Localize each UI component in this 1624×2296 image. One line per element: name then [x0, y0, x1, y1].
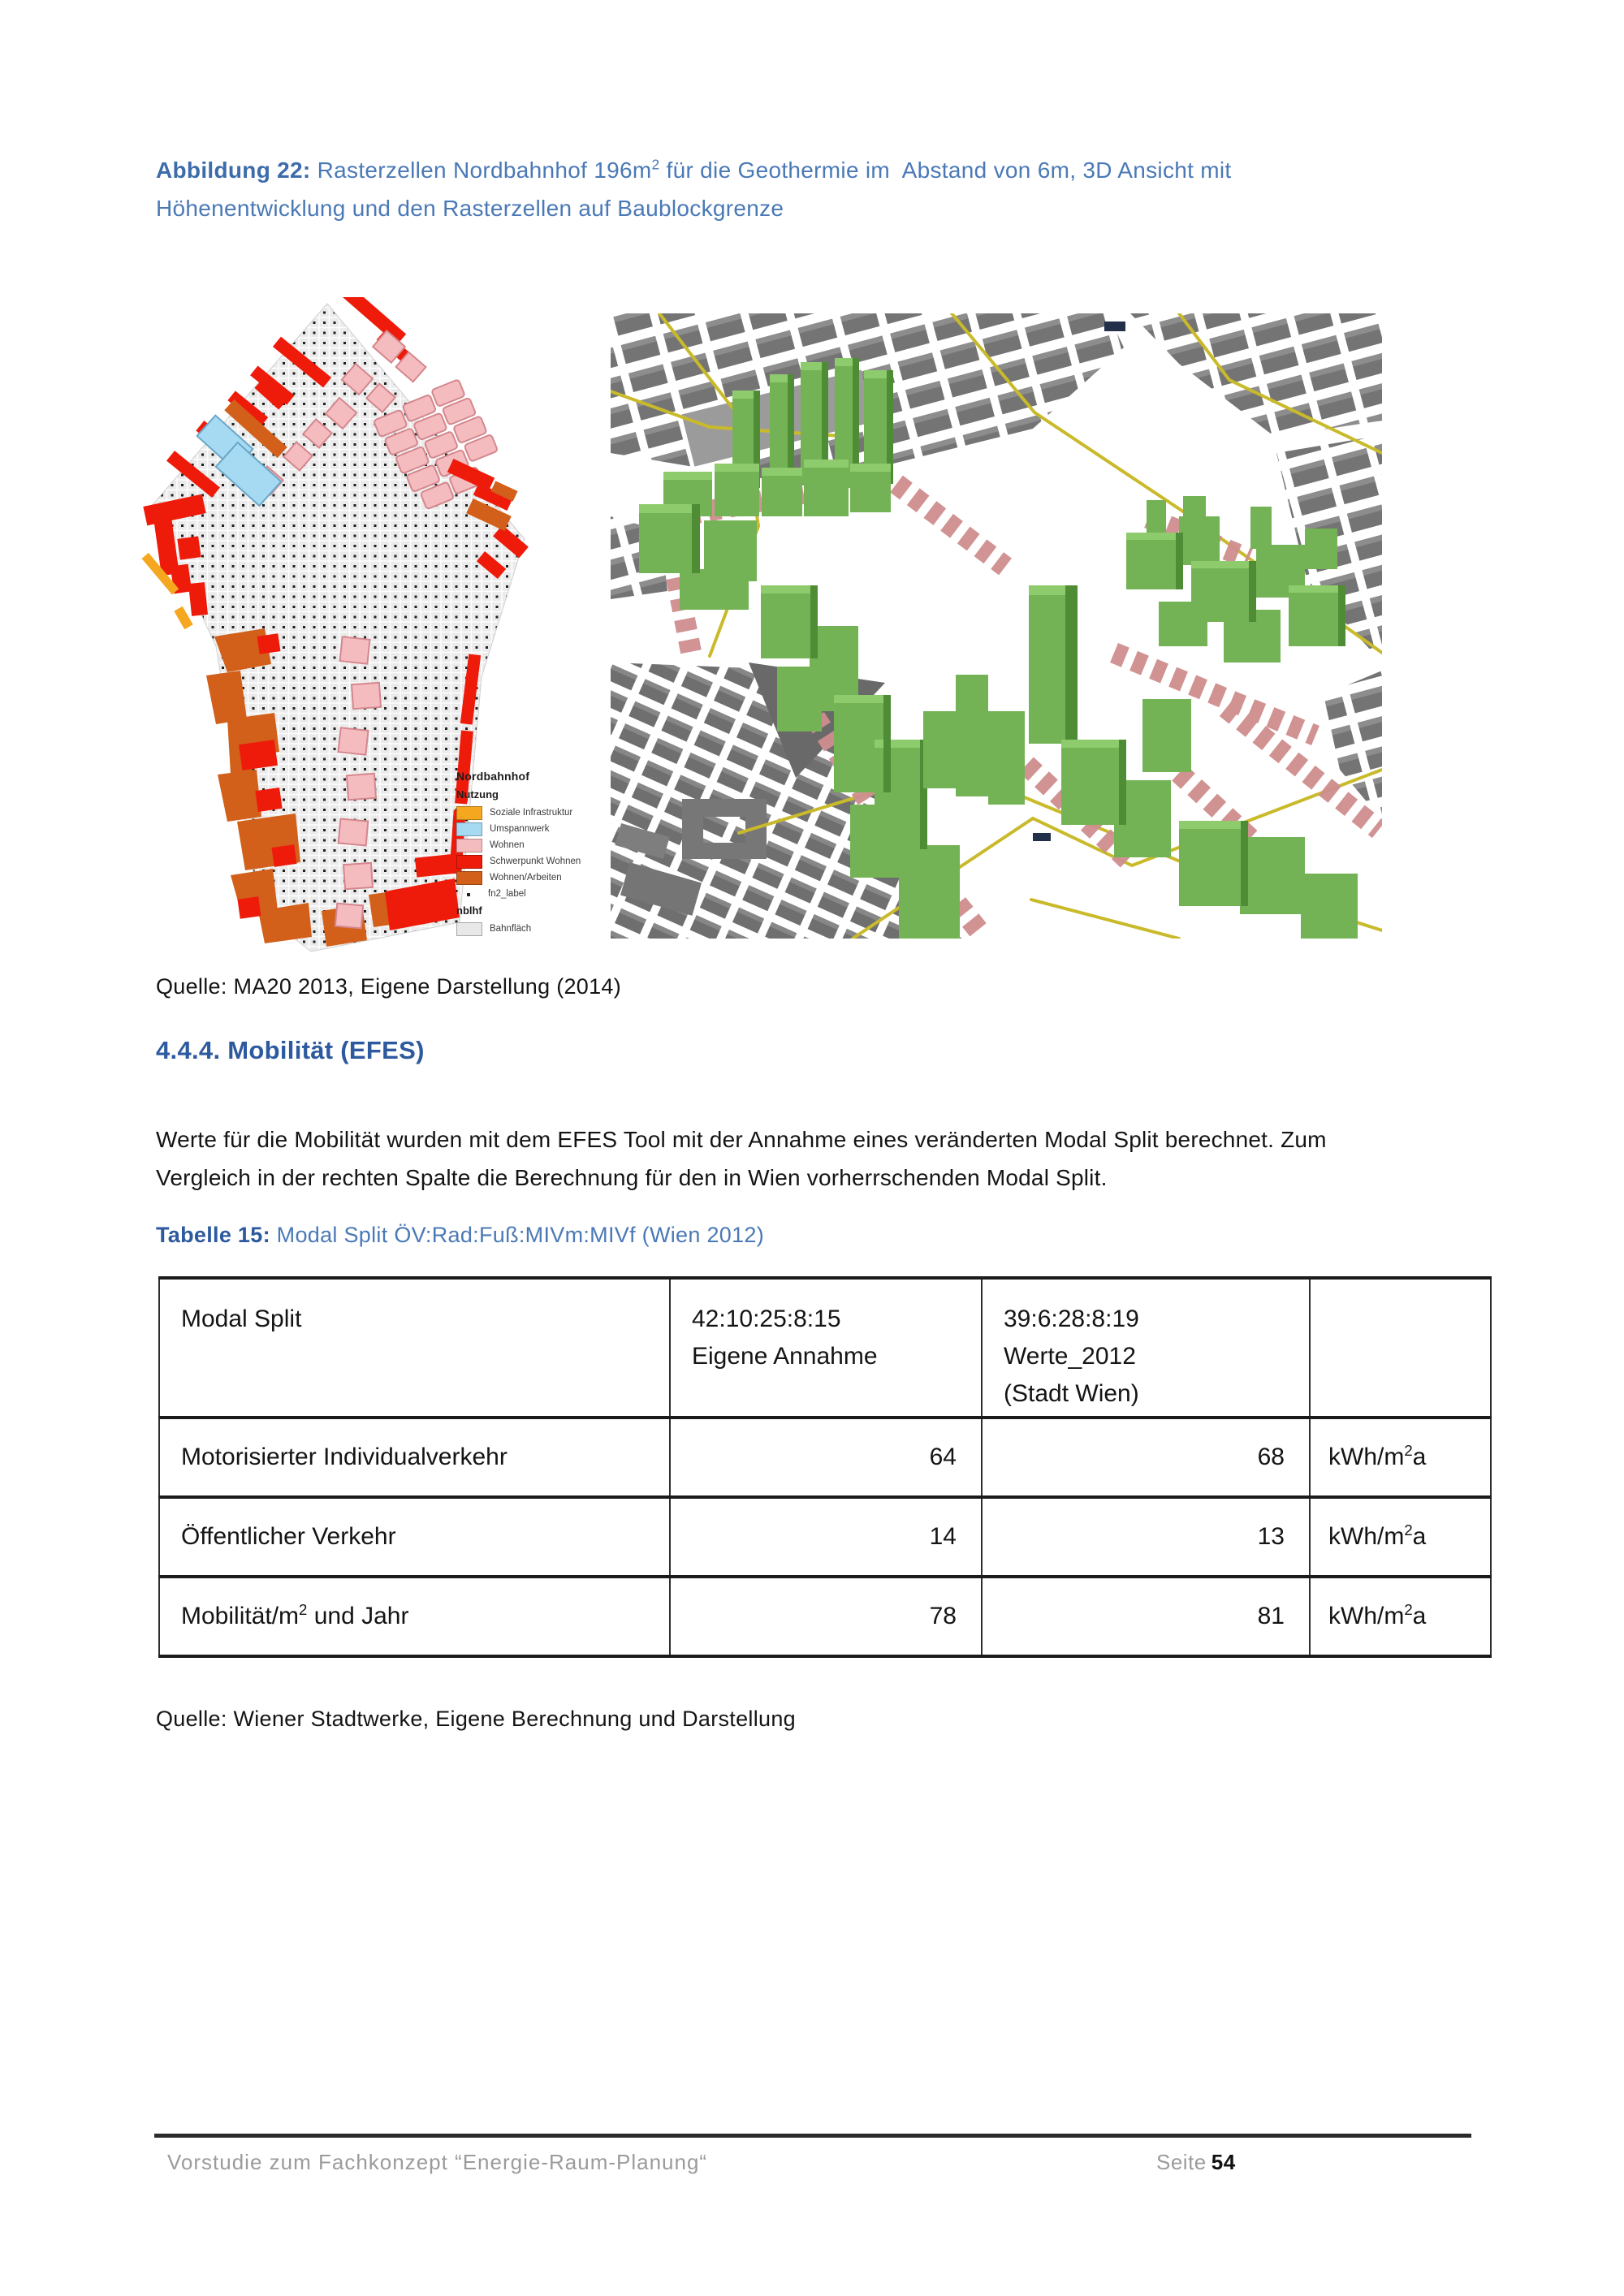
- legend-swatch-umspannwerk: [456, 822, 482, 836]
- row-label-text: Motorisierter Individualverkehr: [181, 1444, 508, 1470]
- table-source: Quelle: Wiener Stadtwerke, Eigene Berechnung und Darstellung: [156, 1707, 796, 1731]
- footer-document-title: Vorstudie zum Fachkonzept “Energie-Raum-Planung“: [167, 2150, 708, 2174]
- unit-text: kWh/m: [1328, 1523, 1405, 1550]
- header-line: 42:10:25:8:15: [692, 1306, 841, 1332]
- section-heading: 4.4.4. Mobilität (EFES): [156, 1036, 425, 1064]
- legend-label: Wohnen/Arbeiten: [490, 873, 562, 883]
- figure-caption-line2: Höhenentwicklung und den Rasterzellen auf Baublockgrenze: [156, 196, 784, 221]
- unit-text: a: [1412, 1603, 1427, 1629]
- value-wien: 13: [982, 1497, 1310, 1577]
- figure-caption: [156, 151, 1471, 227]
- header-line: Eigene Annahme: [692, 1343, 878, 1370]
- table-caption-text: Modal Split ÖV:Rad:Fuß:MIVm:MIVf (Wien 2012): [270, 1223, 765, 1247]
- legend-label: Bahnfläch: [490, 924, 532, 934]
- legend-label: Schwerpunkt Wohnen: [490, 857, 581, 866]
- table-header-row: [159, 1278, 1491, 1418]
- footer-page-label: Seite: [1156, 2150, 1207, 2174]
- header-cell-eigene-annahme: [670, 1278, 982, 1418]
- figure-caption-text2: für die Geothermie im Abstand von 6m, 3D Ansicht mit: [659, 158, 1232, 183]
- body-paragraph: [156, 1120, 1488, 1197]
- row-label: [159, 1497, 670, 1577]
- legend-group2-title: nblhf: [456, 904, 482, 917]
- header-line: (Stadt Wien): [1004, 1380, 1139, 1407]
- header-cell-empty: [1310, 1278, 1491, 1418]
- legend-title: Nordbahnhof: [456, 770, 530, 783]
- value-eigene: 78: [670, 1577, 982, 1656]
- footer-rule: [154, 2134, 1471, 2138]
- unit-text: a: [1412, 1523, 1427, 1550]
- unit-cell: [1310, 1418, 1491, 1497]
- figure-caption-text: Rasterzellen Nordbahnhof 196m: [310, 158, 652, 183]
- row-label-text: und Jahr: [307, 1603, 409, 1629]
- header-cell-modal-split: Modal Split: [159, 1278, 670, 1418]
- legend-subtitle: Nutzung: [456, 788, 499, 801]
- value-wien: 81: [982, 1577, 1310, 1656]
- unit-sup: 2: [1404, 1601, 1413, 1618]
- legend-label: Soziale Infrastruktur: [490, 808, 573, 818]
- unit-text: a: [1412, 1444, 1427, 1470]
- value-wien: 68: [982, 1418, 1310, 1497]
- table-row: [159, 1497, 1491, 1577]
- value-eigene: 14: [670, 1497, 982, 1577]
- row-label-text: Öffentlicher Verkehr: [181, 1523, 396, 1550]
- legend-swatch-wohnen-arbeiten: [456, 871, 482, 885]
- legend-label: fn2_label: [488, 889, 526, 899]
- body-paragraph-line1: Werte für die Mobilität wurden mit dem EFES Tool mit der Annahme eines veränderten Modal Split berechnet. Zum: [156, 1127, 1327, 1152]
- legend-swatch-wohnen: [456, 839, 482, 852]
- footer-page-number: 54: [1211, 2150, 1236, 2174]
- row-label: [159, 1577, 670, 1656]
- table-row: [159, 1577, 1491, 1656]
- unit-sup: 2: [1404, 1442, 1413, 1459]
- unit-cell: [1310, 1577, 1491, 1656]
- body-paragraph-line2: Vergleich in der rechten Spalte die Berechnung für den in Wien vorherrschenden Modal Split.: [156, 1165, 1108, 1190]
- header-line: Werte_2012: [1004, 1343, 1136, 1370]
- point-marker-icon: [456, 889, 481, 899]
- table-caption: [156, 1223, 764, 1248]
- table-caption-label: Tabelle 15:: [156, 1223, 270, 1247]
- modal-split-table: [158, 1276, 1492, 1658]
- figure-source: Quelle: MA20 2013, Eigene Darstellung (2014): [156, 974, 622, 999]
- figure-caption-label: Abbildung 22:: [156, 158, 311, 183]
- header-cell-werte-2012: [982, 1278, 1310, 1418]
- value-eigene: 64: [670, 1418, 982, 1497]
- legend-label: Umspannwerk: [490, 824, 550, 834]
- unit-sup: 2: [1404, 1521, 1413, 1539]
- legend-swatch-schwerpunkt: [456, 855, 482, 869]
- unit-text: kWh/m: [1328, 1603, 1405, 1629]
- row-label-sup: 2: [299, 1601, 308, 1618]
- unit-cell: [1310, 1497, 1491, 1577]
- table-row: [159, 1418, 1491, 1497]
- row-label: [159, 1418, 670, 1497]
- legend-swatch-soziale: [456, 806, 482, 820]
- header-line: 39:6:28:8:19: [1004, 1306, 1139, 1332]
- unit-text: kWh/m: [1328, 1444, 1405, 1470]
- row-label-text: Mobilität/m: [181, 1603, 300, 1629]
- legend-swatch-bahnflaeche: [456, 922, 482, 936]
- city-3d-view: [611, 313, 1382, 939]
- legend-label: Wohnen: [490, 840, 525, 850]
- figure-caption-superscript: 2: [651, 156, 660, 173]
- footer-page-indicator: [1156, 2150, 1236, 2175]
